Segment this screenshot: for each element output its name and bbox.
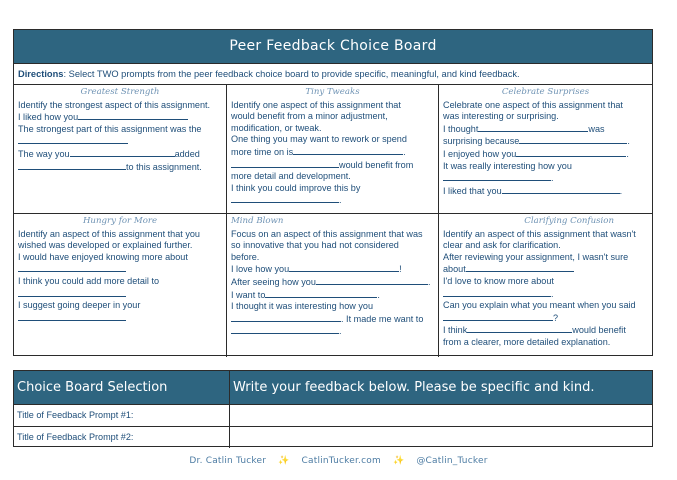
- prompt-text: modification, or tweak.: [231, 122, 322, 133]
- fill-in-blank: [231, 325, 339, 334]
- prompt-line: [231, 134, 434, 146]
- prompt-line: [231, 301, 434, 313]
- fill-in-blank: [18, 288, 126, 297]
- prompt-line: [443, 324, 648, 337]
- prompt-line: [231, 263, 434, 276]
- prompt-line: [231, 159, 434, 172]
- prompt-text-after: .: [339, 326, 342, 337]
- prompt-line: [18, 300, 222, 312]
- prompt-text: more time on is: [231, 146, 294, 157]
- prompt-text-after: .: [626, 148, 629, 159]
- prompt-heading: Celebrate Surprises: [501, 87, 590, 97]
- prompt-text: I thought: [443, 123, 479, 134]
- prompt-text: I think you could add more detail to: [18, 275, 160, 286]
- selection-header-left: Choice Board Selection: [14, 371, 230, 404]
- prompt-line: [18, 252, 222, 264]
- prompt-cell-greatest-strength: [14, 85, 227, 214]
- prompt-text: about: [443, 264, 466, 275]
- prompt-text-after: ?: [553, 312, 559, 323]
- prompt-text-after: was: [588, 123, 605, 134]
- prompt-line: [231, 123, 434, 135]
- prompt-text: I would have enjoyed knowing more about: [18, 251, 188, 262]
- prompt-line: [231, 171, 434, 183]
- fill-in-blank: [18, 263, 126, 272]
- prompt-line: [443, 263, 648, 276]
- prompt-text: I think: [443, 325, 468, 336]
- fill-in-blank: [70, 148, 175, 157]
- prompt-line: [231, 252, 434, 264]
- prompt-line: [231, 289, 434, 302]
- prompt-heading: Tiny Tweaks: [305, 87, 360, 97]
- prompt-line: [18, 312, 222, 325]
- selection-table: [13, 370, 653, 447]
- prompt-text: Identify the strongest aspect of this assignment.: [18, 99, 211, 110]
- prompt-line: [18, 111, 222, 124]
- prompt-text-after: .: [403, 146, 406, 157]
- prompt-text: The strongest part of this assignment was the: [18, 123, 202, 134]
- fill-in-blank: [18, 312, 126, 321]
- prompt-line: [231, 276, 434, 289]
- prompt-grid: [14, 85, 652, 357]
- fill-in-blank: [231, 313, 341, 322]
- fill-in-blank: [478, 123, 588, 132]
- fill-in-blank: [443, 288, 551, 297]
- prompt-line: [443, 240, 648, 252]
- fill-in-blank: [289, 263, 399, 272]
- choice-board: [13, 29, 653, 356]
- prompt-line: [443, 229, 648, 241]
- prompt-line: [231, 325, 434, 338]
- prompt-text-after: !: [399, 264, 402, 275]
- prompt-line: [443, 312, 648, 325]
- prompt-text: After reviewing your assignment, I wasn't sure: [443, 251, 629, 262]
- prompt-text: wished was developed or explained further.: [18, 240, 193, 251]
- prompt-line: [443, 161, 648, 173]
- prompt-line: [231, 194, 434, 207]
- prompt-text: I suggest going deeper in your: [18, 300, 141, 311]
- prompt-text: I enjoyed how you: [443, 148, 517, 159]
- prompt-text: One thing you may want to rework or spend: [231, 134, 407, 145]
- prompt-text: It was really interesting how you: [443, 160, 572, 171]
- fill-in-blank: [467, 324, 572, 333]
- prompt-line: [18, 240, 222, 252]
- prompt-heading: Mind Blown: [231, 216, 284, 226]
- fill-in-blank: [466, 263, 574, 272]
- prompt-cell-clarifying-confusion: [439, 214, 652, 357]
- fill-in-blank: [316, 276, 428, 285]
- prompt-text: Identify one aspect of this assignment that: [231, 99, 401, 110]
- prompt-line: [18, 135, 222, 148]
- fill-in-blank: [502, 185, 620, 194]
- prompt-line: [231, 146, 434, 159]
- prompt-heading: Hungry for More: [82, 216, 158, 226]
- prompt-line: [18, 161, 222, 174]
- prompt-cell-celebrate-surprises: [439, 85, 652, 214]
- footer-handle: @Catlin_Tucker: [416, 456, 488, 466]
- prompt-line: [18, 148, 222, 161]
- prompt-text: After seeing how you: [231, 276, 316, 287]
- prompt-line: [443, 135, 648, 148]
- prompt-text: Celebrate one aspect of this assignment that: [443, 99, 623, 110]
- prompt-line: [231, 111, 434, 123]
- prompt-line: [443, 252, 648, 264]
- footer: [0, 456, 677, 466]
- prompt-text-after: would benefit from: [339, 159, 414, 170]
- prompt-text: Can you explain what you meant when you said: [443, 300, 636, 311]
- prompt-text: Focus on an aspect of this assignment that was: [231, 228, 423, 239]
- prompt-text: more detail and development.: [231, 171, 351, 182]
- prompt-line: [443, 337, 648, 349]
- prompt-line: [18, 124, 222, 136]
- prompt-line: [18, 276, 222, 288]
- prompt-text: I'd love to know more about: [443, 275, 554, 286]
- prompt-heading: Clarifying Confusion: [524, 216, 614, 226]
- prompt-text: before.: [231, 251, 260, 262]
- prompt-line: [443, 276, 648, 288]
- prompt-text: I liked how you: [18, 112, 79, 123]
- prompt-text: I liked that you: [443, 185, 502, 196]
- fill-in-blank: [18, 161, 126, 170]
- prompt-line: [443, 288, 648, 301]
- prompt-text: The way you: [18, 148, 70, 159]
- prompt-text-after: .: [427, 276, 431, 287]
- prompt-line: [18, 100, 222, 112]
- prompt-text: so innovative that you had not considered: [231, 240, 399, 251]
- fill-in-blank: [293, 146, 403, 155]
- prompt-text: Identify an aspect of this assignment that wasn't: [443, 228, 636, 239]
- sparkle-icon: ✨: [278, 456, 290, 466]
- prompt-line: [18, 263, 222, 276]
- prompt-text: I thought it was interesting how you: [231, 301, 374, 312]
- selection-row-2: [14, 427, 652, 448]
- prompt-line: [231, 183, 434, 195]
- fill-in-blank: [443, 312, 553, 321]
- prompt-line: [443, 100, 648, 112]
- prompt-text-after: . It made me want to: [341, 313, 424, 324]
- sparkle-icon: ✨: [392, 456, 405, 466]
- prompt-text-after: .: [627, 136, 630, 147]
- footer-author: Dr. Catlin Tucker: [189, 456, 267, 466]
- fill-in-blank: [519, 135, 627, 144]
- prompt-text: I want to: [231, 289, 266, 300]
- prompt-line: [443, 123, 648, 136]
- prompt-cell-hungry-for-more: [14, 214, 227, 357]
- fill-in-blank: [231, 194, 339, 203]
- prompt-text-after: .: [339, 195, 342, 206]
- prompt-text-after: .: [551, 288, 554, 299]
- prompt-line: [231, 313, 434, 326]
- prompt-line: [443, 111, 648, 123]
- directions: [14, 64, 652, 85]
- prompt-heading: Greatest Strength: [80, 87, 160, 97]
- prompt-line: [443, 148, 648, 161]
- prompt-line: [231, 100, 434, 112]
- prompt-line: [443, 185, 648, 198]
- fill-in-blank: [18, 135, 128, 144]
- prompt-line: [443, 172, 648, 185]
- prompt-text-after: added: [174, 148, 200, 159]
- fill-in-blank: [443, 172, 551, 181]
- prompt-text: Identify an aspect of this assignment that you: [18, 228, 200, 239]
- fill-in-blank: [265, 289, 377, 298]
- prompt-text: I love how you: [231, 264, 290, 275]
- prompt-text: surprising because: [443, 136, 520, 147]
- fill-in-blank: [78, 111, 188, 120]
- prompt-text-after: would benefit: [572, 325, 626, 336]
- prompt-1-feedback-field[interactable]: [230, 405, 652, 426]
- prompt-cell-mind-blown: [227, 214, 439, 357]
- prompt-1-label: Title of Feedback Prompt #1:: [14, 405, 230, 426]
- selection-header: [14, 371, 652, 405]
- prompt-line: [18, 288, 222, 301]
- prompt-cell-tiny-tweaks: [227, 85, 439, 214]
- footer-website: CatlinTucker.com: [301, 456, 381, 466]
- prompt-line: [18, 229, 222, 241]
- prompt-line: [443, 300, 648, 312]
- prompt-text: I think you could improve this by: [231, 182, 361, 193]
- prompt-text-after: .: [551, 173, 554, 184]
- prompt-text-after: .: [619, 185, 623, 196]
- prompt-text: was interesting or surprising.: [443, 111, 559, 122]
- prompt-line: [231, 229, 434, 241]
- prompt-text-after: .: [377, 289, 380, 300]
- fill-in-blank: [231, 159, 339, 168]
- directions-label: Directions: [18, 69, 64, 79]
- prompt-text: from a clearer, more detailed explanation.: [443, 336, 611, 347]
- fill-in-blank: [516, 148, 626, 157]
- prompt-text: clear and ask for clarification.: [443, 240, 561, 251]
- prompt-line: [231, 240, 434, 252]
- prompt-text: would benefit from a minor adjustment,: [231, 111, 388, 122]
- selection-row-1: [14, 405, 652, 427]
- selection-header-right: Write your feedback below. Please be specific and kind.: [233, 380, 595, 395]
- board-title: Peer Feedback Choice Board: [14, 30, 652, 64]
- prompt-2-label: Title of Feedback Prompt #2:: [14, 427, 230, 448]
- directions-text: : Select TWO prompts from the peer feedback choice board to provide specific, meaningful, and kind feedback.: [63, 69, 520, 79]
- prompt-text-after: to this assignment.: [126, 161, 202, 172]
- prompt-2-feedback-field[interactable]: [230, 427, 652, 448]
